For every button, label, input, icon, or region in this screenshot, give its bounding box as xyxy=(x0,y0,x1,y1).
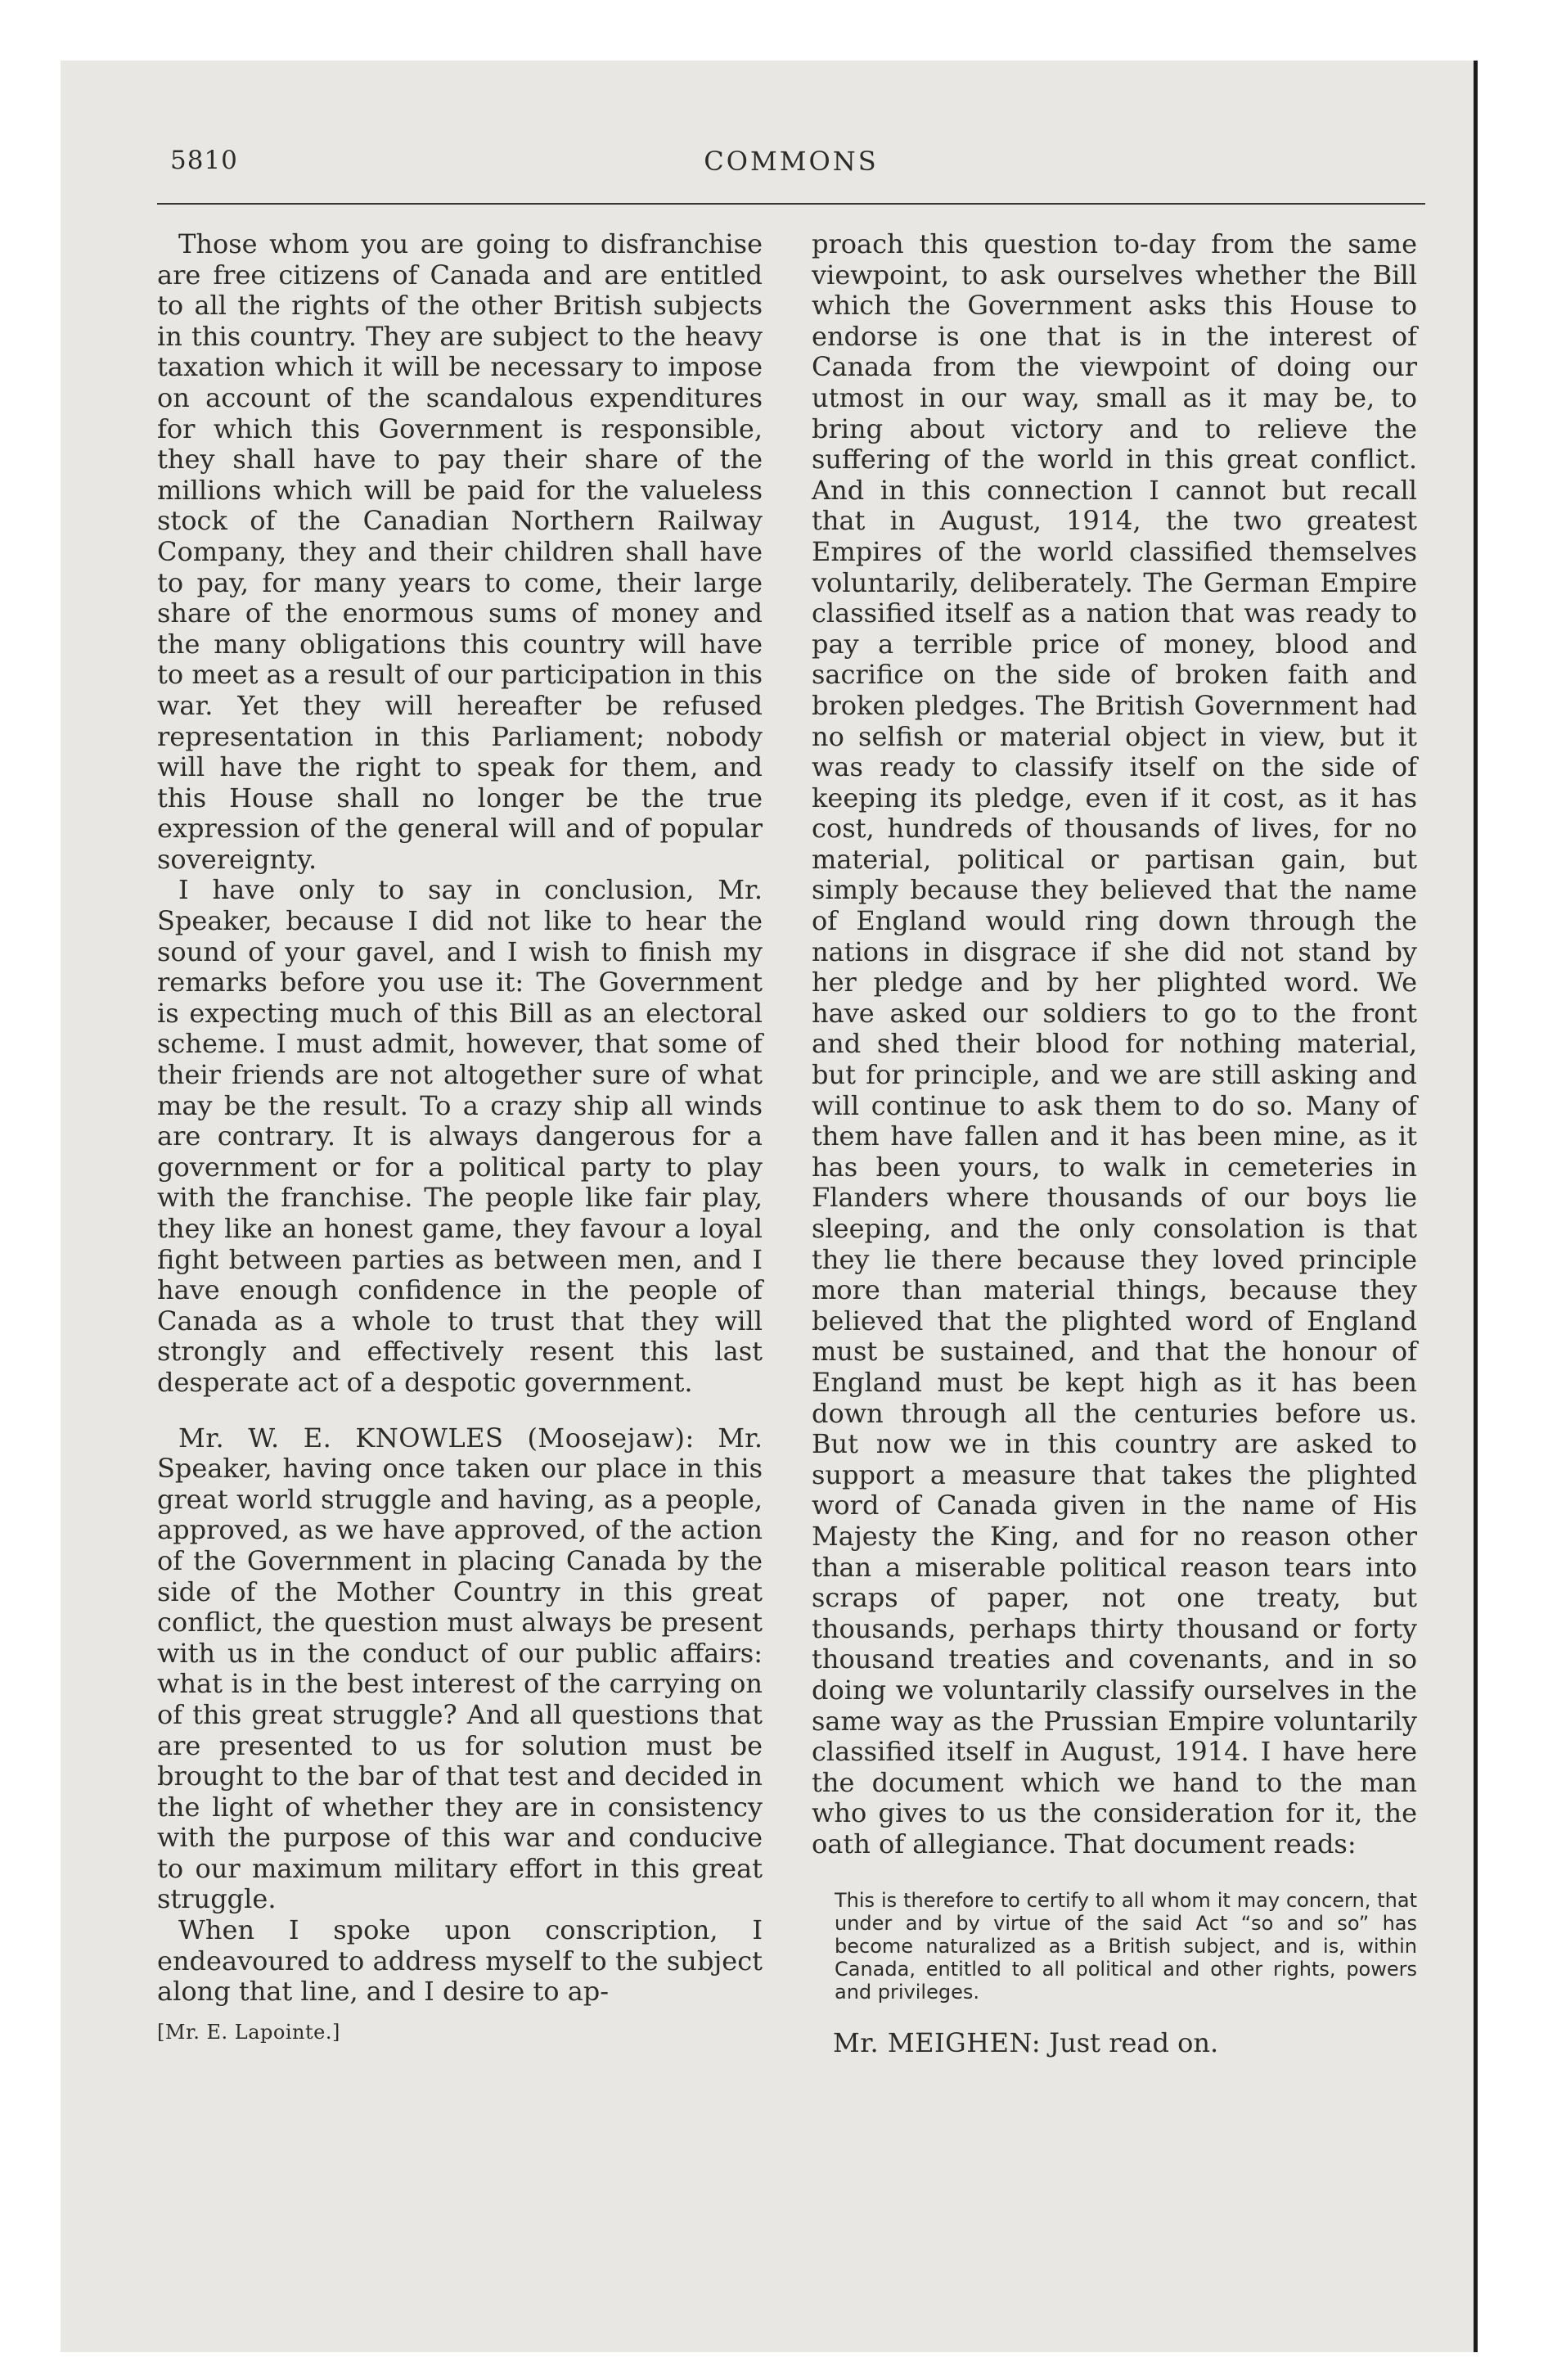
quote-text: This is therefore to certify to all whom it may concern, that under and by virtue of the said Act “so and so” has become naturalized as a British subject, and is, within Canada, entitled to all political and other rights, powers and privileges. xyxy=(835,1889,1417,2004)
block-quote xyxy=(812,1889,1417,2004)
attribution: [Mr. E. Lapointe.] xyxy=(157,2020,340,2044)
left-column xyxy=(157,229,763,2048)
right-column xyxy=(812,229,1417,2059)
speech-paragraph xyxy=(157,1423,763,1916)
running-head: COMMONS xyxy=(704,146,879,177)
paragraph: Those whom you are going to disfranchise are free citizens of Canada and are entitled to all the rights of the other British subjects in this country. They are subject to the heavy taxation which it will be necessary to impose on account of the scandalous expenditures for which this Government is responsible, they shall have to pay their share of the millions which will be paid for the valueless stock of the Canadian Northern Railway Company, they and their children shall have to pay, for many years to come, their large share of the enormous sums of money and the many obligations this country will have to meet as a result of our participation in this war. Yet they will hereafter be refused representation in this Parliament; nobody will have the right to speak for them, and this House shall no longer be the true expression of the general will and of popular sovereignty. xyxy=(157,228,763,875)
page-number: 5810 xyxy=(170,146,238,175)
speech-paragraph xyxy=(812,2028,1417,2059)
header-rule xyxy=(157,203,1425,205)
speech-text: Mr. Speaker, having once taken our place in this great world struggle and having, as a people, approved, as we have approved, of the action of the Government in placing Canada by the side of the Mother Country in this great conflict, the question must always be present with us in the conduct of our public affairs: what is in the best interest of the carrying on of this great struggle? And all questions that are presented to us for solution must be brought to the bar of that test and decided in the light of whether they are in consistency with the purpose of this war and conducive to our maximum military effort in this great struggle. xyxy=(157,1422,763,1915)
document-page xyxy=(157,137,1425,2059)
speaker-name: Mr. MEIGHEN: xyxy=(833,2027,1042,2059)
paragraph: proach this question to-day from the same viewpoint, to ask ourselves whether the Bill which the Government asks this House to endorse is one that is in the interest of Canada from the viewpoint of doing our utmost in our way, small as it may be, to bring about victory and to relieve the suffering of the world in this great conflict. And in this connection I cannot but recall that in August, 1914, the two greatest Empires of the world classified themselves voluntarily, deliberately. The German Empire classified itself as a nation that was ready to pay a terrible price of money, blood and sacrifice on the side of broken faith and broken pledges. The British Government had no selfish or material object in view, but it was ready to classify itself on the side of keeping its pledge, even if it cost, as it has cost, hundreds of thousands of lives, for no material, political or partisan gain, but simply because they believed that the name of England would ring down through the nations in disgrace if she did not stand by her pledge and by her plighted word. We have asked our soldiers to go to the front and shed their blood for nothing material, but for principle, and we are still asking and will continue to ask them to do so. Many of them have fallen and it has been mine, as it has been yours, to walk in cemeteries in Flanders where thousands of our boys lie sleeping, and the only consolation is that they lie there because they loved principle more than material things, because they believed that the plighted word of England must be sustained, and that the honour of England must be kept high as it has been down through all the centuries before us. But now we in this country are asked to support a measure that takes the plighted word of Canada given in the name of His Majesty the King, and for no reason other than a miserable political reason tears into scraps of paper, not one treaty, but thousands, perhaps thirty thousand or forty thousand treaties and covenants, and in so doing we voluntarily classify ourselves in the same way as the Prussian Empire voluntarily classified itself in August, 1914. I have here the document which we hand to the man who gives to us the consideration for it, the oath of allegiance. That document reads: xyxy=(812,228,1417,1859)
speech-text: Just read on. xyxy=(1049,2027,1219,2059)
page-header xyxy=(157,137,1425,187)
paragraph: When I spoke upon conscription, I endeavoured to address myself to the subject along that line, and I desire to ap- xyxy=(157,1914,763,2008)
paragraph: I have only to say in conclusion, Mr. Speaker, because I did not like to hear the sound of your gavel, and I wish to finish my remarks before you use it: The Government is expecting much of this Bill as an electoral scheme. I must admit, however, that some of their friends are not altogether sure of what may be the result. To a crazy ship all winds are contrary. It is always dangerous for a government or for a political party to play with the franchise. The people like fair play, they like an honest game, they favour a loyal fight between parties as between men, and I have enough confidence in the people of Canada as a whole to trust that they will strongly and effectively resent this last desperate act of a despotic government. xyxy=(157,874,763,1398)
speaker-name: Mr. W. E. KNOWLES (Moosejaw): xyxy=(178,1422,695,1454)
